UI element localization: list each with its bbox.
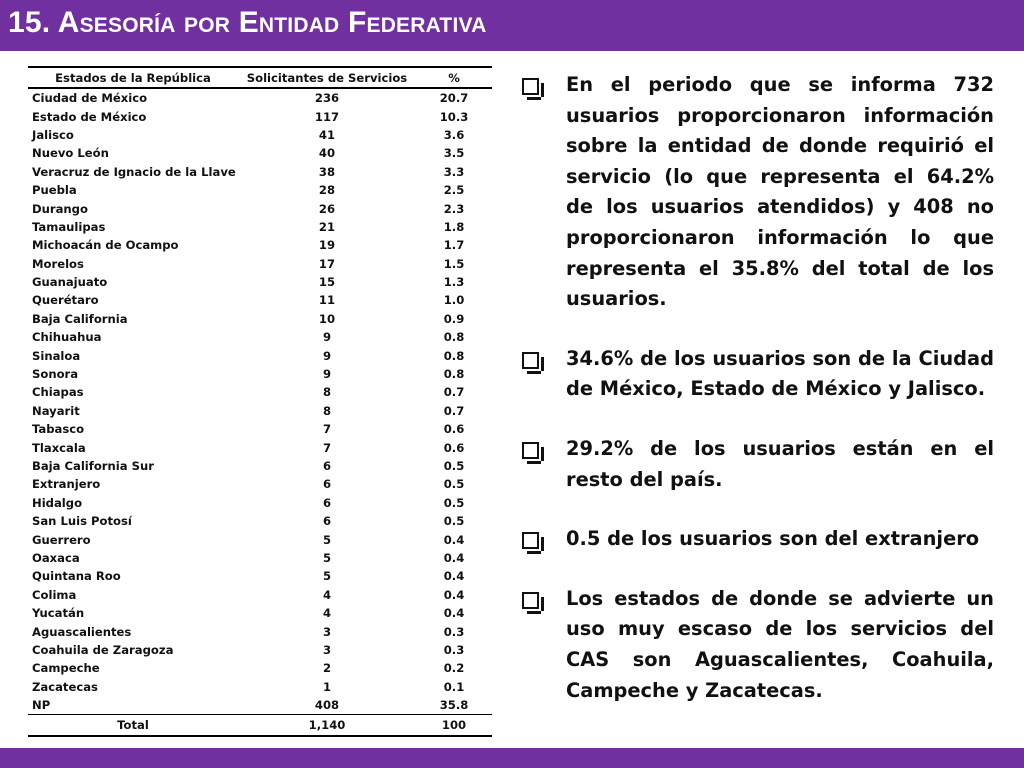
table-row [28, 586, 492, 604]
bullet-text: 29.2% de los usuarios están en el resto del país. [566, 436, 994, 491]
cell-percent: 0.5 [443, 495, 465, 510]
cell-applicants: 6 [322, 495, 332, 510]
cell-applicants: 15 [318, 275, 336, 290]
table-row [28, 530, 492, 548]
cell-state: Chihuahua [32, 330, 102, 345]
cell-percent: 2.3 [443, 201, 465, 216]
cell-percent: 3.3 [443, 164, 465, 179]
table-row [28, 457, 492, 475]
table-row [28, 512, 492, 530]
cell-state: Colima [32, 587, 77, 602]
cell-percent: 0.4 [443, 550, 465, 565]
checkbox-bullet-icon [522, 442, 539, 459]
cell-state: San Luis Potosí [32, 514, 132, 529]
table-row [28, 126, 492, 144]
cell-percent: 0.8 [443, 367, 465, 382]
bullet-text: 34.6% de los usuarios son de la Ciudad de México, Estado de México y Jalisco. [566, 346, 994, 401]
cell-state: Puebla [32, 183, 77, 198]
cell-percent: 0.4 [443, 569, 465, 584]
checkbox-bullet-icon [522, 352, 539, 369]
bullet-item [522, 70, 994, 315]
cell-percent: 0.4 [443, 532, 465, 547]
cell-state: Jalisco [32, 127, 74, 142]
checkbox-bullet-icon [522, 592, 539, 609]
cell-applicants: 117 [314, 109, 340, 124]
cell-state: Baja California [32, 311, 128, 326]
cell-state: Coahuila de Zaragoza [32, 642, 174, 657]
cell-state: Nayarit [32, 403, 80, 418]
cell-state: Oaxaca [32, 550, 80, 565]
table-row [28, 420, 492, 438]
cell-applicants: 40 [318, 146, 336, 161]
cell-percent: 1.3 [443, 275, 465, 290]
table-row [28, 236, 492, 254]
checkbox-bullet-icon [522, 78, 539, 95]
table-row [28, 346, 492, 364]
cell-percent: 0.8 [443, 330, 465, 345]
cell-percent: 2.5 [443, 183, 465, 198]
cell-applicants: 4 [322, 606, 332, 621]
cell-state: Querétaro [32, 293, 99, 308]
cell-applicants: 9 [322, 348, 332, 363]
title-bar [0, 0, 1024, 51]
cell-applicants: 10 [318, 311, 336, 326]
table-row [28, 255, 492, 273]
table-row [28, 494, 492, 512]
cell-applicants: 236 [314, 91, 340, 106]
header-percent: % [416, 67, 492, 88]
states-table-container [28, 66, 492, 737]
table-row [28, 604, 492, 622]
cell-applicants: 3 [322, 624, 332, 639]
cell-state: Yucatán [32, 606, 85, 621]
table-row [28, 659, 492, 677]
cell-applicants: 5 [322, 550, 332, 565]
cell-applicants: 7 [322, 422, 332, 437]
table-row [28, 181, 492, 199]
cell-percent: 0.7 [443, 403, 465, 418]
cell-state: Estado de México [32, 109, 147, 124]
table-header-row [28, 67, 492, 88]
cell-state: Guerrero [32, 532, 91, 547]
bullet-item [522, 344, 994, 405]
cell-state: Veracruz de Ignacio de la Llave [32, 164, 236, 179]
table-row [28, 678, 492, 696]
bullet-text: Los estados de donde se advierte un uso muy escaso de los servicios del CAS son Aguascalientes, Coahuila, Campeche y Zacatecas. [566, 586, 994, 702]
cell-applicants: 1 [322, 679, 332, 694]
bullet-item [522, 524, 994, 555]
cell-state: Tlaxcala [32, 440, 86, 455]
cell-percent: 0.7 [443, 385, 465, 400]
cell-percent: 0.8 [443, 348, 465, 363]
bullet-list [522, 70, 994, 735]
cell-percent: 0.3 [443, 624, 465, 639]
cell-applicants: 9 [322, 367, 332, 382]
bullet-item [522, 584, 994, 706]
cell-percent: 0.6 [443, 422, 465, 437]
cell-applicants: 4 [322, 587, 332, 602]
cell-percent: 0.1 [443, 679, 465, 694]
cell-state: Michoacán de Ocampo [32, 238, 179, 253]
cell-percent: 0.4 [443, 587, 465, 602]
cell-applicants: 2 [322, 661, 332, 676]
cell-percent: 0.5 [443, 477, 465, 492]
cell-percent: 0.2 [443, 661, 465, 676]
table-row [28, 365, 492, 383]
cell-percent: 10.3 [439, 109, 469, 124]
table-row [28, 402, 492, 420]
cell-state: Tabasco [32, 422, 85, 437]
cell-applicants: 19 [318, 238, 336, 253]
cell-applicants: 38 [318, 164, 336, 179]
cell-state: Sinaloa [32, 348, 81, 363]
cell-percent: 0.5 [443, 514, 465, 529]
cell-state: Ciudad de México [32, 91, 148, 106]
cell-percent: 1.5 [443, 256, 465, 271]
cell-applicants: 5 [322, 532, 332, 547]
table-row [28, 273, 492, 291]
cell-applicants: 21 [318, 219, 336, 234]
cell-state: Extranjero [32, 477, 101, 492]
cell-applicants: 3 [322, 642, 332, 657]
cell-state: Hidalgo [32, 495, 83, 510]
table-row [28, 475, 492, 493]
table-row [28, 438, 492, 456]
bullet-text: 0.5 de los usuarios son del extranjero [566, 527, 980, 551]
table-row [28, 218, 492, 236]
bottom-bar [0, 748, 1024, 768]
cell-percent: 0.5 [443, 459, 465, 473]
table-row [28, 88, 492, 107]
table-total-row [28, 715, 492, 737]
cell-state: Morelos [32, 256, 84, 271]
cell-applicants: 28 [318, 183, 336, 198]
cell-applicants: 6 [322, 477, 332, 492]
table-row [28, 567, 492, 585]
states-table [28, 66, 492, 737]
cell-state: Aguascalientes [32, 624, 132, 639]
cell-percent: 3.6 [443, 127, 465, 142]
cell-applicants: 8 [322, 385, 332, 400]
cell-percent: 0.3 [443, 642, 465, 657]
cell-applicants: 6 [322, 514, 332, 529]
cell-applicants: 9 [322, 330, 332, 345]
table-row [28, 163, 492, 181]
cell-state: Durango [32, 201, 88, 216]
table-row [28, 107, 492, 125]
cell-percent: 1.7 [443, 238, 465, 253]
cell-percent: 0.9 [443, 311, 465, 326]
cell-state: Quintana Roo [32, 569, 121, 584]
table-row [28, 328, 492, 346]
cell-applicants: 41 [318, 127, 336, 142]
cell-state: Nuevo León [32, 146, 109, 161]
cell-state: Baja California Sur [32, 459, 154, 473]
cell-percent: 1.0 [443, 293, 465, 308]
cell-state: NP [28, 696, 238, 715]
table-row [28, 310, 492, 328]
header-applicants: Solicitantes de Servicios [238, 67, 416, 88]
cell-state: Tamaulipas [32, 219, 106, 234]
table-row [28, 291, 492, 309]
checkbox-bullet-icon [522, 532, 539, 549]
bullet-text: En el periodo que se informa 732 usuarios proporcionaron información sobre la entidad de donde requirió el servicio (lo que representa el 64.2% de los usuarios atendidos) y 408 no proporcionaron información lo que representa el 35.8% del total de los usuarios. [566, 73, 994, 311]
table-row [28, 199, 492, 217]
cell-percent: 20.7 [439, 91, 469, 106]
table-row [28, 641, 492, 659]
table-row [28, 622, 492, 640]
table-row [28, 144, 492, 162]
total-percent: 100 [416, 715, 492, 737]
table-row [28, 696, 492, 715]
slide-title: 15. Asesoría por Entidad Federativa [8, 6, 487, 39]
cell-state: Chiapas [32, 385, 84, 400]
total-label: Total [28, 715, 238, 737]
cell-applicants: 26 [318, 201, 336, 216]
cell-applicants: 7 [322, 440, 332, 455]
cell-applicants: 5 [322, 569, 332, 584]
cell-state: Zacatecas [32, 679, 98, 694]
cell-percent: 0.4 [443, 606, 465, 621]
table-row [28, 383, 492, 401]
cell-state: Sonora [32, 367, 79, 382]
cell-applicants: 408 [238, 696, 416, 715]
total-applicants: 1,140 [238, 715, 416, 737]
cell-state: Campeche [32, 661, 100, 676]
cell-percent: 0.6 [443, 440, 465, 455]
cell-applicants: 11 [318, 293, 336, 308]
cell-percent: 3.5 [443, 146, 465, 161]
cell-applicants: 6 [322, 459, 332, 473]
cell-applicants: 8 [322, 403, 332, 418]
cell-state: Guanajuato [32, 275, 108, 290]
cell-percent: 35.8 [416, 696, 492, 715]
header-states: Estados de la República [28, 67, 238, 88]
table-row [28, 549, 492, 567]
cell-applicants: 17 [318, 256, 336, 271]
bullet-item [522, 434, 994, 495]
cell-percent: 1.8 [443, 219, 465, 234]
